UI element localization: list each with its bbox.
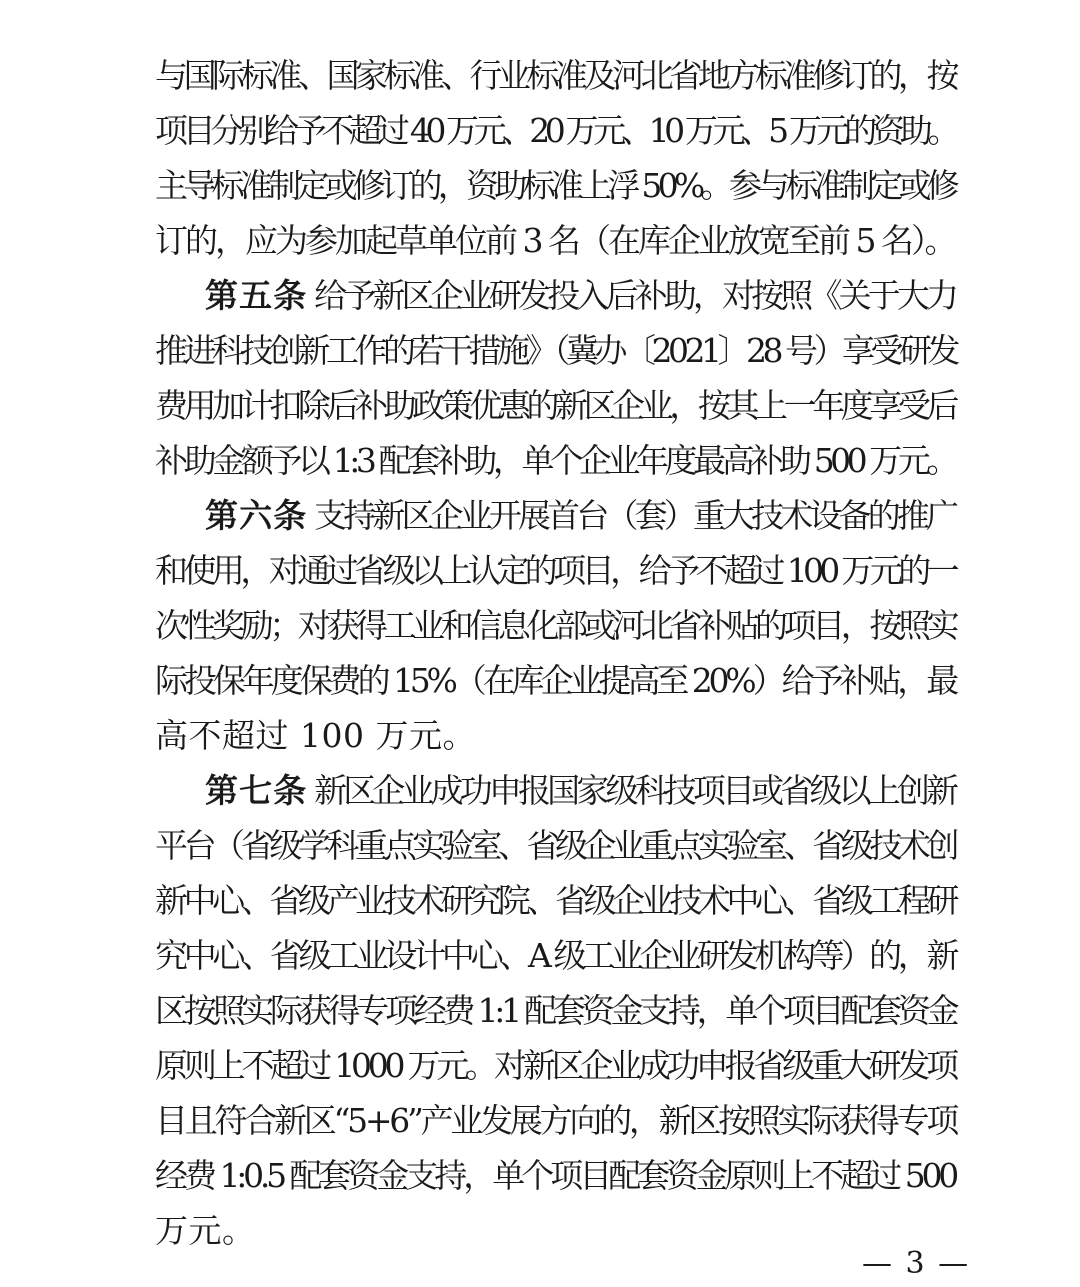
text-line: 际投保年度保费的 15%（在库企业提高至 20%）给予补贴，最 — [155, 661, 955, 700]
text-line: 万元。 — [155, 1211, 256, 1250]
text-line: 和使用，对通过省级以上认定的项目，给予不超过 100 万元的一 — [155, 551, 955, 590]
text-line: 新中心、省级产业技术研究院、省级企业技术中心、省级工程研 — [155, 881, 955, 920]
article-6-first-line: 第六条 支持新区企业开展首台（套）重大技术设备的推广 — [205, 496, 956, 535]
text-line: 高不超过 100 万元。 — [155, 716, 476, 755]
article-7-first-line: 第七条 新区企业成功申报国家级科技项目或省级以上创新 — [205, 771, 956, 810]
article-7-heading: 第七条 — [205, 771, 308, 810]
article-5-heading: 第五条 — [205, 276, 308, 315]
text-line: 补助金额予以 1:3 配套补助，单个企业年度最高补助 500 万元。 — [155, 441, 955, 480]
text-line: 项目分别给予不超过 40 万元、20 万元、10 万元、5 万元的资助。 — [155, 111, 955, 150]
text-line: 与国际标准、国家标准、行业标准及河北省地方标准修订的，按 — [155, 56, 955, 95]
text-line: 原则上不超过 1000 万元。对新区企业成功申报省级重大研发项 — [155, 1046, 955, 1085]
article-6-heading: 第六条 — [205, 496, 308, 535]
text-line: 经费 1:0.5 配套资金支持，单个项目配套资金原则上不超过 500 — [155, 1156, 955, 1195]
text-line: 费用加计扣除后补助政策优惠的新区企业，按其上一年度享受后 — [155, 386, 955, 425]
text-line: 次性奖励；对获得工业和信息化部或河北省补贴的项目，按照实 — [155, 606, 955, 645]
text-line: 平台（省级学科重点实验室、省级企业重点实验室、省级技术创 — [155, 826, 955, 865]
text-line: 主导标准制定或修订的，资助标准上浮 50%。参与标准制定或修 — [155, 166, 955, 205]
text-line: 订的，应为参加起草单位前 3 名（在库企业放宽至前 5 名）。 — [155, 221, 955, 260]
article-5-first-line: 第五条 给予新区企业研发投入后补助，对按照《关于大力 — [205, 276, 956, 315]
text-line: 推进科技创新工作的若干措施》（冀办〔2021〕28 号）享受研发 — [155, 331, 956, 370]
text-line: 区按照实际获得专项经费 1:1 配套资金支持，单个项目配套资金 — [155, 991, 956, 1030]
text-line: 目且符合新区“5+6”产业发展方向的，新区按照实际获得专项 — [155, 1101, 957, 1140]
text-line: 究中心、省级工业设计中心、A 级工业企业研发机构等）的，新 — [155, 936, 955, 975]
page-number: — 3 — — [862, 1246, 971, 1281]
